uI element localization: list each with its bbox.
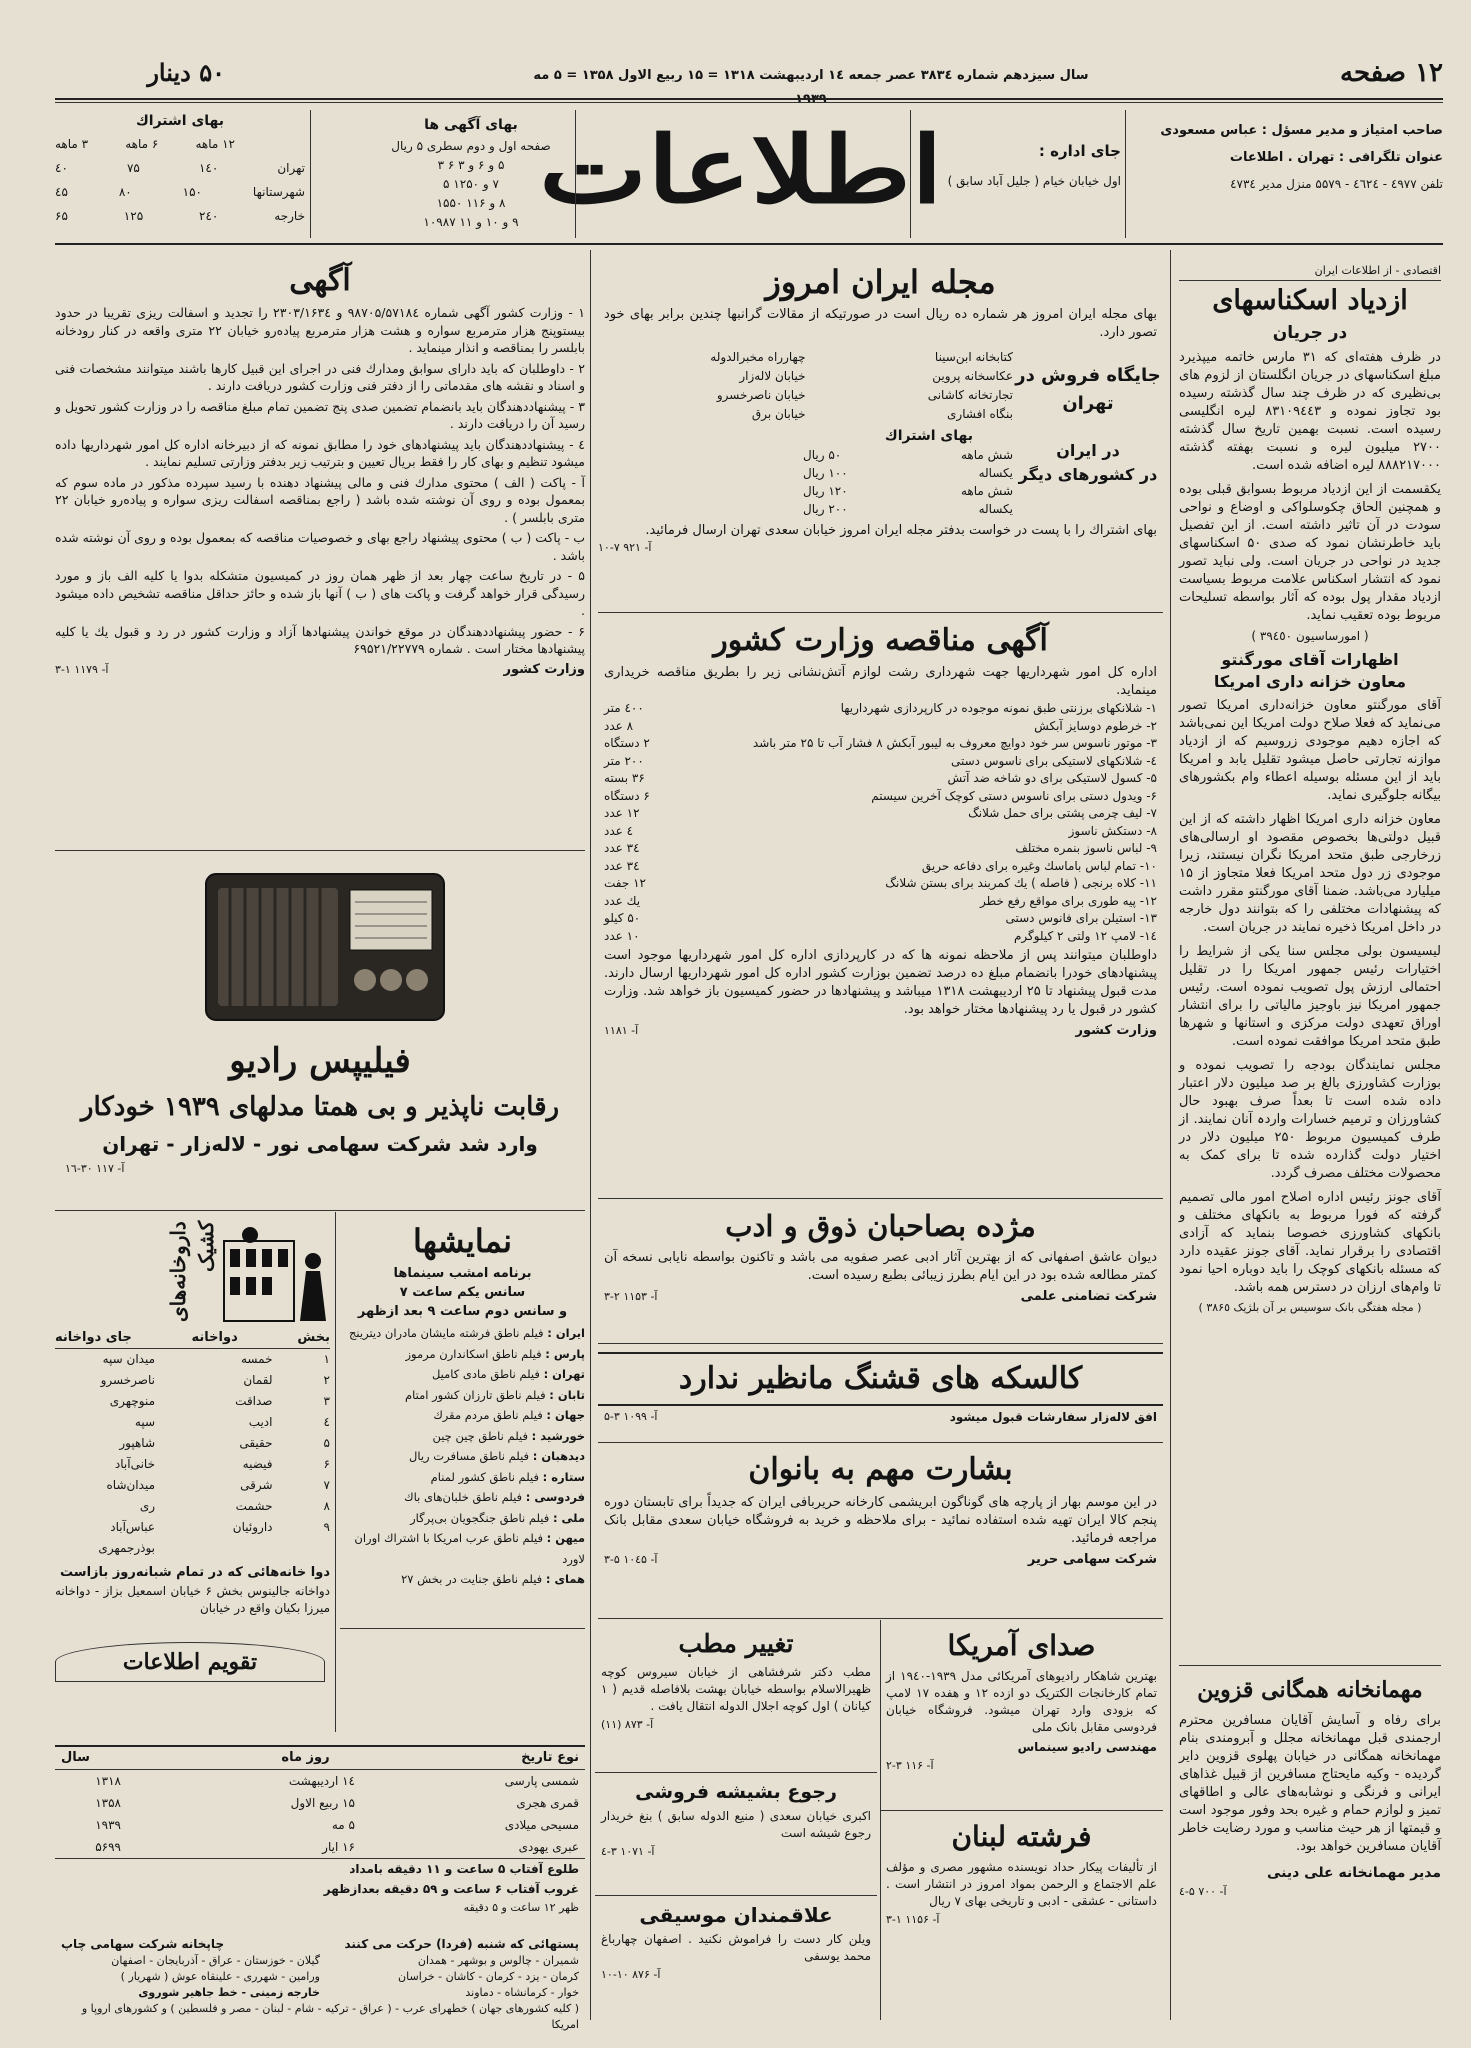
- ad-rate-row: ۹ و ۱۰ و ۱۱ ۱۰۹۸۷: [423, 215, 519, 229]
- masthead-divider: [310, 110, 311, 238]
- voa-ad: صدای آمریکا بهترین شاهکار رادیوهای آمریکائی مدل ۱۹۳۹-۱۹٤۰ از تمام کارخانجات الکتریک دو ازده ۱۲ و هفده ۱۷ لامپ که بزودی وارد تهران میشود. فروشگاه خیابان فردوسی مقابل بانک ملی مهندسی رادیو سینماس آ- ۱۱۶ ۳-۲: [886, 1629, 1157, 1772]
- store-item: چهارراه مخبرالدوله: [710, 350, 806, 364]
- post-line: گیلان - خوزستان - عراق - آذربایجان - اصفهان: [111, 1954, 320, 1967]
- column-divider: [590, 250, 591, 2020]
- subs-row: تهران ۱٤۰ ۷۵ ٤۰: [55, 161, 305, 175]
- store-item: خیابان ناصرخسرو: [716, 388, 806, 402]
- government-notice: آگهی ۱ - وزارت کشور آگهی شماره ۹۸۷۰۵/۵۷۱۸٤ و ۲۳۰۳/۱۶۳٤ را تجدید و اسفالت ریزی تقریبا در حدود بیستوپنج هزار مترمربع سواره و هشت هزار مترمربع پیاده‌رو خیابان ۲۲ متری واقعه در کنار رودخانه بابلسر را بمناقصه و انذار مینماید . ۲ - داوطلبان که باید دارای سوابق ومدارك فنی در اجرای این قبیل کارها باشند میتوانند مشخصات فنی و اسناد و نقشه های مقدماتی را از دفتر فنی وزارت کشور دریافت دارند . ۳ - پیشنهاددهندگان باید بانضمام تضمین صدی پنج تضمین تمام مبلغ مناقصه را در وزارت کشور تحویل و رسید آن را دریافت دارند . ٤ - پیشنهاددهندگان باید پیشنهادهای خود را مطابق نمونه که از دبیرخانه اداره کل امور شهرداریها داده میشود تنظیم و بهای کار را فقط بریال تعیین و بترتیب زیر بدفتر وزارتی تسلیم نمایند . آ - پاکت ( الف ) محتوی مدارك فنی و مالی پیشنهاد دهنده با رسید سپرده مذکور در ماده سوم که بمعمول بوده و روی آن نوشته شده باشد ( راجع بمناقصه اسفالت ریزی سواره و پیاده‌رو خیابان ۲۲ متری بابلسر ) . ب - پاکت ( ب ) محتوی پیشنهاد راجع بهای و خصوصیات مناقصه که بمعمول بوده و روی آن نوشته شده باشد . ۵ - در تاریخ ساعت چهار بعد از ظهر همان روز در کمیسیون متشکله بدوا یا کلیه الف باز و مورد رسیدگی قرار خواهد گرفت و پاکت های ( ب ) آنها باز شده و حائز حداقل مناقصه تشخیص داده میشود . ۶ - حضور پیشنهاددهندگان در موقع خواندن پیشنهادها آزاد و وزارت کشور در رد و قبول یك یا کلیه پیشنهادها مختار است . شماره ۶۹۵۲۱/۲۲۷۷۹ وزارت کشور آ- ۱۱۷۹ ۱-۳: [55, 263, 586, 677]
- pharmacy-row: ۳ صداقت منوچهری: [109, 1394, 330, 1408]
- pharmacy-row: ٤ ادیب سپه: [134, 1415, 330, 1429]
- pharmacy-box: داروخانه‌های کشیک بخش دواخانه جای دواخانه ۱ خمسه میدان سپه ۲ لقمان ناصرخسرو ۳ صداقت منوچهری ٤ ادیب سپه ۵ حقیقی شاهپور ۶ فیضیه خانی‌آباد ۷ شرقی میدان‌شاه ۸ حشمت ری ۹ داروئیان عباس‌آباد بوذرجمهری دوا خانه‌هائی که در تمام شبانه‌روز بازاست دواخانه جالینوس بخش ۶ خیابان اسمعیل بزاز - دواخانه میرزا بکیان واقع در خیابان: [55, 1221, 331, 1615]
- cinema-row: تهران : فیلم ناطق مادی کامیل: [431, 1367, 585, 1381]
- music-ad: علاقمندان موسیقی ویلن کار دست را فراموش نکنید . اصفهان چهارباغ محمد یوسفی آ- ۸۷۶ ۱۰-۱۰: [601, 1903, 871, 1981]
- ad-rates-box: بهای آگهی ها صفحه اول و دوم سطری ۵ ریال ۵ و ۶ و ۳ ۶ ۳ ۷ و ۱۲۵۰ ۵ ۸ و ۱۱۶ ۱۵۵۰ ۹ و ۱۰ و ۱۱ ۱۰۹۸۷: [366, 114, 576, 238]
- notice-item: ۶ - حضور پیشنهاددهندگان در موقع خواندن پیشنهادها آزاد و وزارت کشور در رد و قبول یك یا کلیه پیشنهادها مختار است . شماره ۶۹۵۲۱/۲۲۷۷۹: [55, 623, 585, 656]
- cinema-row: ایران : فیلم ناطق فرشته مایشان مادران دیترینج: [349, 1326, 585, 1340]
- post-line: خوار - کرمانشاه - دماوند: [465, 1986, 579, 1999]
- notice-item: ٤ - پیشنهاددهندگان باید پیشنهادهای خود را مطابق نمونه که از دبیرخانه اداره کل امور شهرداریها داده میشود تنظیم و بهای کار را فقط بریال تعیین و بترتیب زیر بدفتر وزارتی تسلیم نمایند .: [55, 436, 585, 469]
- notice-item: ۱ - وزارت کشور آگهی شماره ۹۸۷۰۵/۵۷۱۸٤ و ۲۳۰۳/۱۶۳٤ را تجدید و اسفالت ریزی تقریبا در حدود بیستوپنج هزار مترمربع سواره و هشت هزار مترمربع پیاده‌رو خیابان ۲۲ متری واقعه در کنار رودخانه بابلسر را بمناقصه و انذار مینماید .: [55, 305, 586, 355]
- tender-item: ۱۰- تمام لباس باماسك وغیره برای دفاعه حریق ۳٤ عدد: [604, 858, 1157, 873]
- store-item: خیابان لاله‌زار: [739, 369, 806, 383]
- masthead-rule: [55, 243, 1443, 245]
- arts-ad: مژده بصاحبان ذوق و ادب دیوان عاشق اصفهانی که از بهترین آثار ادبی عصر صفویه می باشد و تاکنون بواسطه نایابی نسخه آن کمتر مطالعه شده بود در این ایام بطرز زیبائی بطبع رسیده است. شرکت تضامنی علمی آ- ۱۱۵۳ ۲-۳: [604, 1209, 1157, 1304]
- tender-item: ۱- شلانکهای برزنتی طبق نمونه موجوده در کارپردازی شهرداریها ٤۰۰ متر: [604, 701, 1157, 715]
- masthead-divider: [1125, 110, 1126, 238]
- carriage-ad: کالسکه های قشنگ مانظیر ندارد افق لاله‌زار سفارشات قبول میشود آ- ۱۰۹۹ ۳-۵: [598, 1348, 1163, 1442]
- pharmacy-row: ۹ داروئیان عباس‌آباد: [110, 1520, 330, 1534]
- postal-schedule: پستهائی که شنبه (فردا) حرکت می کنند چاپخانه شرکت سهامی چاپ شمیران - چالوس و بوشهر - همدان گیلان - خوزستان - عراق - آذربایجان - اصفهان کرمان - یزد - کرمان - کاشان - خراسان ورامین - شهرری - علینقاه عوش ( شهریار ) خوار - کرمانشاه - دماوند خارجه زمینی - خط جاهیر شوروی ( کلیه کشورهای جهان ) خطهرای عرب - ( عراق - ترکیه - شام - لبنان - مصر و فلسطین ) و کشورهای اروپا و امریکا: [61, 1937, 579, 2031]
- pharmacy-row: ۵ حقیقی شاهپور: [119, 1436, 330, 1450]
- tender-item: ۱٤- لامپ ۱۲ ولتی ۲ کیلوگرم ۱۰ عدد: [604, 928, 1157, 943]
- section-rule: [880, 1810, 1163, 1811]
- article-title: اظهارات آقای مورگنتو: [1221, 650, 1399, 669]
- masthead-divider: [575, 110, 576, 238]
- post-line: کرمان - یزد - کرمان - کاشان - خراسان: [398, 1970, 579, 1983]
- ad-rate-row: ۵ و ۶ و ۳ ۶ ۳: [437, 158, 505, 172]
- tender-item: ۱۱- کلاه برنجی ( فاصله ) یك کمربند برای بستن شلانگ ۱۲ جفت: [604, 876, 1157, 890]
- tender-ad: آگهی مناقصه وزارت کشور اداره کل امور شهرداریها جهت شهرداری رشت لوازم آتش‌نشانی زیر را بطریق مناقصه خریداری مینماید. ۱- شلانکهای برزنتی طبق نمونه موجوده در کارپردازی شهرداریها ٤۰۰ متر ۲- خرطوم دوسایز آبکش ۸ عدد ۳- موتور ناسوس سر خود دوایچ معروف به لیبور آبکش ۸ فشار آب تا ۲۵ متر باشد ۲ دستگاه ٤- شلانکهای لاستیکی برای ناسوس دستی ۲۰۰ متر ۵- کسول لاستیکی برای دو شاخه ضد آتش ۳۶ بسته ۶- ویدول دستی برای ناسوس دستی کوچک آخرین سیستم ۶ دستگاه ۷- لیف چرمی پشتی برای حمل شلانگ ۱۲ عدد ۸- دستکش ناسوز ٤ عدد ۹- لباس ناسوز بنمره مختلف ۳٤ عدد ۱۰- تمام لباس باماسك وغیره برای دفاعه حریق ۳٤ عدد ۱۱- کلاه برنجی ( فاصله ) یك کمربند برای بستن شلانگ ۱۲ جفت ۱۲- پیه طوری برای مواقع رفع خطر یك عدد ۱۳- استیلن برای فانوس دستی ۵۰ کیلو ۱٤- لامپ ۱۲ ولتی ۲ کیلوگرم ۱۰ عدد داوطلبان میتوانند پس از ملاحظه نمونه ها که در کارپردازی اداره کل امور شهرداریها موجود است پیشنهادهای خودرا بانضمام مبلغ ده درصد تضمین بوزارت کشور اداره کل امور شهرداریها ارسال دارند. مدت قبول پیشنهاد تا ۲۵ اردیبهشت ۱۳۱۸ میباشد و پیشنهادها در حضور کمیسیون باز خواهد شد. وزارت کشور در قبول یا رد پیشنهادها مختار خواهد بود. وزارت کشور آ- ۱۱۸۱: [604, 623, 1157, 1038]
- notice-item: ۳ - پیشنهاددهندگان باید بانضمام تضمین صدی پنج تضمین تمام مبلغ مناقصه را در وزارت کشور تحویل و رسید آن را دریافت دارند .: [55, 398, 585, 431]
- glass-ad: رجوع بشیشه فروشی اکبری خیابان سعدی ( منیع الدوله سابق ) بنغ خریدار رجوع شیشه است آ- ۱۰۷۱ ۳-٤: [601, 1781, 871, 1858]
- radio-icon: [200, 868, 450, 1028]
- calendar-title-box: تقویم اطلاعات: [55, 1634, 585, 1744]
- tender-item: ۸- دستکش ناسوز ٤ عدد: [604, 823, 1157, 838]
- section-rule: [598, 1343, 1163, 1344]
- post-line: شمیران - چالوس و بوشهر - همدان: [417, 1954, 579, 1967]
- masthead-divider: [910, 110, 911, 238]
- page-number: ۱۲ صفحه: [1340, 58, 1443, 88]
- hotel-ad: مهمانخانه همگانی قزوین برای رفاه و آسایش آقایان مسافرین محترم ارجمندی قبل مهمانخانه مجلل و آبرومندی بنام مهمانخانه همگانی در خیابان پهلوی قزوین دایر گردیده - وکیه مایحتاج مسافرین از قبیل غذاهای ایرانی و فرنگی و نوشابه‌های عالی و اطاقهای تمیز و لوازم حمام و غیره بحد وفور موجود است و قیمتها از هر حیث مناسب و مورد رضایت خاطر آقایان مسافرین خواهد بود. مدیر مهمانخانه علی دینی آ- ۷۰۰ ۵-٤: [1179, 1677, 1441, 1898]
- tender-item: ۷- لیف چرمی پشتی برای حمل شلانگ ۱۲ عدد: [604, 806, 1157, 820]
- cinema-row: دیدهبان : فیلم ناطق مسافرت ریال: [409, 1449, 585, 1463]
- store-item: تجارتخانه کاشانی: [927, 388, 1013, 402]
- philips-radio-ad: فیلیپس رادیو رقابت ناپذیر و بی همتا مدلهای ۱۹۳۹ خودکار وارد شد شرکت سهامی نور - لاله‌زار - تهران آ- ۱۱۷ ۳۰-۱٦: [65, 1041, 560, 1175]
- cinema-row: فردوسی : فیلم ناطق خلبان‌های باك: [404, 1490, 585, 1504]
- pharmacy-row: ۲ لقمان ناصرخسرو: [100, 1373, 330, 1387]
- cinema-row: ملی : فیلم ناطق جنگجویان بی‌پرگار: [410, 1510, 585, 1525]
- article-title: ازدیاد اسکناسهای: [1212, 285, 1408, 316]
- top-rule-thin: [55, 102, 1443, 103]
- pharmacy-row: ۸ حشمت ری: [139, 1499, 330, 1513]
- magazine-ad: مجله ایران امروز بهای مجله ایران امروز هر شماره ده ریال است در صورتیکه از مقالات گرانبها چندین برابر بهای خود تصور دارد. جایگاه فروش در تهران کتابخانه ابن‌سینا چهارراه مخبرالدوله عکاسخانه پروین خیابان لاله‌زار تجارتخانه کاشانی خیابان ناصرخسرو بنگاه افشاری خیابان برق در ایران در کشورهای دیگر بهای اشتراك شش ماهه ۵۰ ریال یکساله ۱۰۰ ریال شش ماهه ۱۲۰ ریال یکساله ۲۰۰ ریال بهای اشتراك را با پست در خواست بدفتر مجله ایران امروز خیابان سعدی تهران ارسال فرمائید. آ- ۹۲۱ ۷-۱۰: [598, 263, 1161, 554]
- store-item: عکاسخانه پروین: [932, 369, 1013, 383]
- notice-item: آ - پاکت ( الف ) محتوی مدارك فنی و مالی پیشنهاد دهنده با رسید سپرده مذکور در ماده سوم که بمعمول بوده و روی آن نوشته شده باشد ( راجع بمناقصه اسفالت ریزی سواره و پیاده‌رو خیابان ۲۲ متری بابلسر ) .: [55, 474, 585, 525]
- pharmacist-icon: [220, 1221, 330, 1326]
- section-rule: [595, 1895, 877, 1896]
- issue-info: سال سیزدهم شماره ۳۸۳٤ عصر جمعه ۱٤ اردیبهشت ۱۳۱۸ = ۱۵ ربیع الاول ۱۳۵۸ = ۵ مه ۱۹۳۹: [533, 68, 1089, 107]
- cinema-row: پارس : فیلم ناطق اسکاندارن مرموز: [405, 1346, 585, 1361]
- top-rule: [55, 98, 1443, 100]
- pharmacy-row: ۶ فیضیه خانی‌آباد: [114, 1457, 330, 1471]
- notice-item: ب - پاکت ( ب ) محتوی پیشنهاد راجع بهای و خصوصیات مناقصه که بمعمول بوده و روی آن نوشته شده باشد .: [55, 530, 585, 563]
- store-item: خیابان برق: [751, 407, 806, 421]
- tender-item: ۱۳- استیلن برای فانوس دستی ۵۰ کیلو: [604, 911, 1157, 925]
- cinema-row: ستاره : فیلم ناطق کشور لمنام: [430, 1469, 585, 1484]
- pharmacy-row: ۱ خمسه میدان سپه: [102, 1352, 330, 1366]
- notice-item: ۵ - در تاریخ ساعت چهار بعد از ظهر همان روز در کمیسیون متشکله بدوا یا کلیه الف باز و مورد رسیدگی قرار خواهد گرفت و پاکت های ( ب ) آنها باز شده و حائز حداقل مناقصه تشخیص داده میشود .: [55, 568, 585, 618]
- tender-item: ٤- شلانکهای لاستیکی برای ناسوس دستی ۲۰۰ متر: [604, 753, 1157, 768]
- masthead-owner-block: صاحب امتیاز و مدیر مسؤل : عباس مسعودی عنوان تلگرافی : تهران . اطلاعات تلفن ٤۹۷۷ - ٤٦۲٤ - ۵۵۷۹ منزل مدیر ٤۷۳٤: [1160, 123, 1443, 191]
- right-column: اقتصادی - از اطلاعات ایران ازدیاد اسکناسهای در جریان در ظرف هفته‌ای که ۳۱ مارس خاتمه میپذیرد مبلغ اسکناسهای در جریان انگلستان از لزوم های بی‌نظیری که در ظرف چند سال گذشته رسیده بود تجاوز نموده و ۸۳۱۰۹٤٤۳ لیره انگلیسی رسیده است. نسبت بهمین تاریخ سال گذشته ۲۷۰۰ میلیون لیره و نسبت بهفته گذشته ۸۸۸۲۱۷۰۰۰ لیره اضافه شده است. یکقسمت از این ازدیاد مربوط بسوابق قبلی بوده و همچنین الحاق چکوسلواکی و اوضاع و نواحی سودت در آن تاثیر داشته است. از این تفصیل باید خاطرنشان نمود که صدی ۵۰ اسکناسهای جدید در نواحی در جریان است. ولی نباید تصور نمود که انتشار اسکناس علامت مربوط بسیاست ازدیاد مقدار پول بوده که آثار بواسطه تسلیحات مربوط بوده تعقیب نماید. ( امورساسیون ۳۹٤٥۰ ) اظهارات آقای مورگنتو معاون خزانه داری امریکا آقای مورگنتو معاون خزانه‌داری امریکا تصور می‌نماید که فعلا صلاح دولت امریکا این نمی‌باشد که اجازه دهیم موجودی زروسیم که از ازدیاد موازنه تجارتی حاصل میشود تقلیل یابد و امریکا باید از این مسئله بوسیله اعطاء وام بکشورهای بیگانه جلوگیری نماید. معاون خزانه داری امریکا اظهار داشته که از این قبیل دولتی‌ها بخصوص مقصود او ارسالی‌های زرخارجی طبق متحد امریکا نگران نیستند، زیرا موجودی زر دول متحد امریکا فعلا متجاوز از ۱۵ میلیارد می‌باشد. ضمنا آقای مورگنتو مقرر داشت که پیشنهادات مختلفی را که بتوانند دول خارجه در داخل امریکا ذخیره نمایند در جریان است. لیسیسون بولی مجلس سنا یکی از شرایط را اختیارات رئیس جمهور امریکا را در تقلیل احتمالی ارزش پول تصویب نموده است. رئیس جمهور امریکا نیز باوجیز مالیاتی را برای انتشار اوراق تعهدی دولت مرکزی و استانها و شهرها طبق متحد امریکا موافقت نموده است. مجلس نمایندگان بودجه را تصویب نموده و بوزارت کشاورزی بالغ بر صد میلیون دلار اعتبار داده شده است تا بعداً صرف بهبود حال کشاورزان و ترمیم خسارات واردہ آنان نمایند. از طرف کمیسیون مربوط ۲۵۰ میلیون دلار در اختیار دولت گذارده شده تا برای کمک به محصولات مختلف مصرف گردد. آقای جونز رئیس اداره اصلاح امور مالی تصمیم گرفته که فورا مربوط به بانکهای مختلف و بانکهای کشاورزی خصوصا بنماید که آزادی اقتصادی را برقرار نماید. آقای جونز عقیده دارد که مسئله بانکهای کوچک را باید دوباره احیا نمود تا وام‌های ارزان در دسترس همه باشد. ( مجله هفتگی بانک سوسیس بر آن بلژیک ۳۸۶٥ ): [1179, 264, 1442, 1314]
- tender-item: ۶- ویدول دستی برای ناسوس دستی کوچک آخرین سیستم ۶ دستگاه: [604, 788, 1157, 803]
- calendar-row: شمسی پارسی ۱٤ اردیبهشت ۱۳۱۸: [95, 1774, 579, 1788]
- cinema-row: خورشید : فیلم ناطق چین چین: [432, 1428, 585, 1443]
- post-title-box: [55, 1740, 330, 1780]
- section-rule: [598, 1442, 1163, 1443]
- cinema-row: تابان : فیلم ناطق تارزان کشور امتام: [405, 1387, 585, 1402]
- clinic-ad: تغییر مطب مطب دکتر شرفشاهی از خیابان سیروس کوچه ظهیرالاسلام بواسطه خیابان بهشت بلافاصله قدیم ( ۱ کیانان ) اول کوچه اجلال الدوله انتقال یافت . آ- ۸۷۳ (۱۱): [601, 1629, 871, 1731]
- cinema-listings: نمایشها برنامه امشب سینماها سانس یکم ساعت ۷ و سانس دوم ساعت ۹ بعد ازظهر ایران : فیلم ناطق فرشته مایشان مادران دیترینج پارس : فیلم ناطق اسکاندارن مرموز تهران : فیلم ناطق مادی کامیل تابان : فیلم ناطق تارزان کشور امتام جهان : فیلم ناطق مردم مقرك خورشید : فیلم ناطق چین چین دیدهبان : فیلم ناطق مسافرت ریال ستاره : فیلم ناطق کشور لمنام فردوسی : فیلم ناطق خلبان‌های باك ملی : فیلم ناطق جنگجویان بی‌پرگار میهن : فیلم ناطق عرب امریکا با اشتراك اوران لاورد همای : فیلم ناطق جنایت در بخش ۲۷: [340, 1218, 585, 1628]
- subs-row: شهرستانها ۱۵۰ ۸۰ ٤۵: [55, 185, 305, 199]
- masthead-office-block: جای اداره : اول خیابان خیام ( جلیل آباد سابق ): [947, 142, 1121, 188]
- subs-row: خارجه ۲٤۰ ۱۲۵ ۶۵: [55, 209, 305, 223]
- post-line: ورامین - شهرری - علینقاه عوش ( شهریار ): [120, 1970, 320, 1983]
- subscription-box: بهای اشتراك ۱۲ ماهه ۶ ماهه ۳ ماهه تهران ۱٤۰ ۷۵ ٤۰ شهرستانها ۱۵۰ ۸۰ ٤۵ خارجه ۲٤۰ ۱۲۵ ۶۵: [55, 110, 305, 238]
- pharmacy-row: بوذرجمهری: [98, 1541, 155, 1555]
- calendar-row: قمری هجری ۱۵ ربیع الاول ۱۳۵۸: [95, 1796, 579, 1810]
- cinema-row: میهن : فیلم ناطق عرب امریکا با اشتراك اوران لاورد: [354, 1531, 585, 1566]
- tender-item: ۵- کسول لاستیکی برای دو شاخه ضد آتش ۳۶ بسته: [604, 771, 1157, 785]
- store-item: بنگاه افشاری: [947, 407, 1013, 421]
- calendar-row: مسیحی میلادی ۵ مه ۱۹۳۹: [95, 1818, 579, 1832]
- calendar-row: عبری یهودی ۱۶ ایار ۵۶۹۹: [95, 1840, 579, 1854]
- ad-rate-row: ۷ و ۱۲۵۰ ۵: [443, 177, 499, 191]
- tender-item: ۹- لباس ناسوز بنمره مختلف ۳٤ عدد: [604, 841, 1157, 855]
- radio-illustration: [200, 868, 450, 1028]
- women-ad: بشارت مهم به بانوان در این موسم بهار از پارچه های گوناگون ابریشمی کارخانه حریربافی ایران که جدیداً برای تابستان دوره پنجم کالا ایران تهیه شده استفاده نمائید - برای ملاحظه و خرید به فروشگاه خیابان سعدی مقابل بانک مراجعه فرمائید. شرکت سهامی حریر آ- ۱۰٤۵ ۵-۳: [604, 1452, 1157, 1567]
- section-rule: [598, 1198, 1163, 1199]
- section-rule: [340, 1628, 585, 1629]
- column-divider: [1170, 250, 1171, 2020]
- pharmacy-row: ۷ شرقی میدان‌شاه: [106, 1478, 330, 1492]
- section-rule: [1179, 1665, 1441, 1666]
- ad-rate-row: ۸ و ۱۱۶ ۱۵۵۰: [436, 196, 506, 210]
- store-item: کتابخانه ابن‌سینا: [934, 350, 1013, 364]
- calendar-table: نوع تاریخ روز ماه سال شمسی پارسی ۱٤ اردیبهشت ۱۳۱۸ قمری هجری ۱۵ ربیع الاول ۱۳۵۸ مسیحی میلادی ۵ مه ۱۹۳۹ عبری یهودی ۱۶ ایار ۵۶۹۹ طلوع آفتاب ۵ ساعت و ۱۱ دقیقه بامداد غروب آفتاب ۶ ساعت و ۵۹ دقیقه بعدازظهر ظهر ۱۲ ساعت و ۵ دقیقه: [55, 1745, 585, 1935]
- cinema-row: جهان : فیلم ناطق مردم مقرك: [433, 1408, 585, 1422]
- cinema-row: همای : فیلم ناطق جنایت در بخش ۲۷: [401, 1572, 585, 1586]
- section-rule: [598, 1618, 1163, 1619]
- section-rule: [598, 612, 1163, 613]
- notice-item: ۲ - داوطلبان که باید دارای سوابق ومدارك فنی در اجرای این قبیل کارها باشند میتوانند مشخصات فنی و اسناد و نقشه های مقدماتی را از دفتر فنی وزارت کشور دریافت دارند .: [55, 360, 585, 393]
- section-rule: [595, 1772, 877, 1773]
- lebanon-ad: فرشته لبنان از تألیفات پیکار حداد نویسنده مشهور مصری و مؤلف علم الاجتماع و الرحمن بمواد امروز در انتشار است . داستانی - عشقی - ادبی و تاریخی بهای ۷ ریال آ- ۱۱۵۶ ۱-۳: [886, 1820, 1157, 1926]
- tender-item: ۳- موتور ناسوس سر خود دوایچ معروف به لیبور آبکش ۸ فشار آب تا ۲۵ متر باشد ۲ دستگاه: [604, 736, 1157, 750]
- tender-item: ۱۲- پیه طوری برای مواقع رفع خطر یك عدد: [604, 893, 1157, 908]
- section-rule: [55, 850, 585, 851]
- issue-price: ۵۰ دینار: [147, 58, 225, 87]
- section-rule: [55, 1210, 585, 1211]
- newspaper-logo: اطلاعات: [538, 116, 944, 224]
- tender-item: ۲- خرطوم دوسایز آبکش ۸ عدد: [604, 718, 1157, 733]
